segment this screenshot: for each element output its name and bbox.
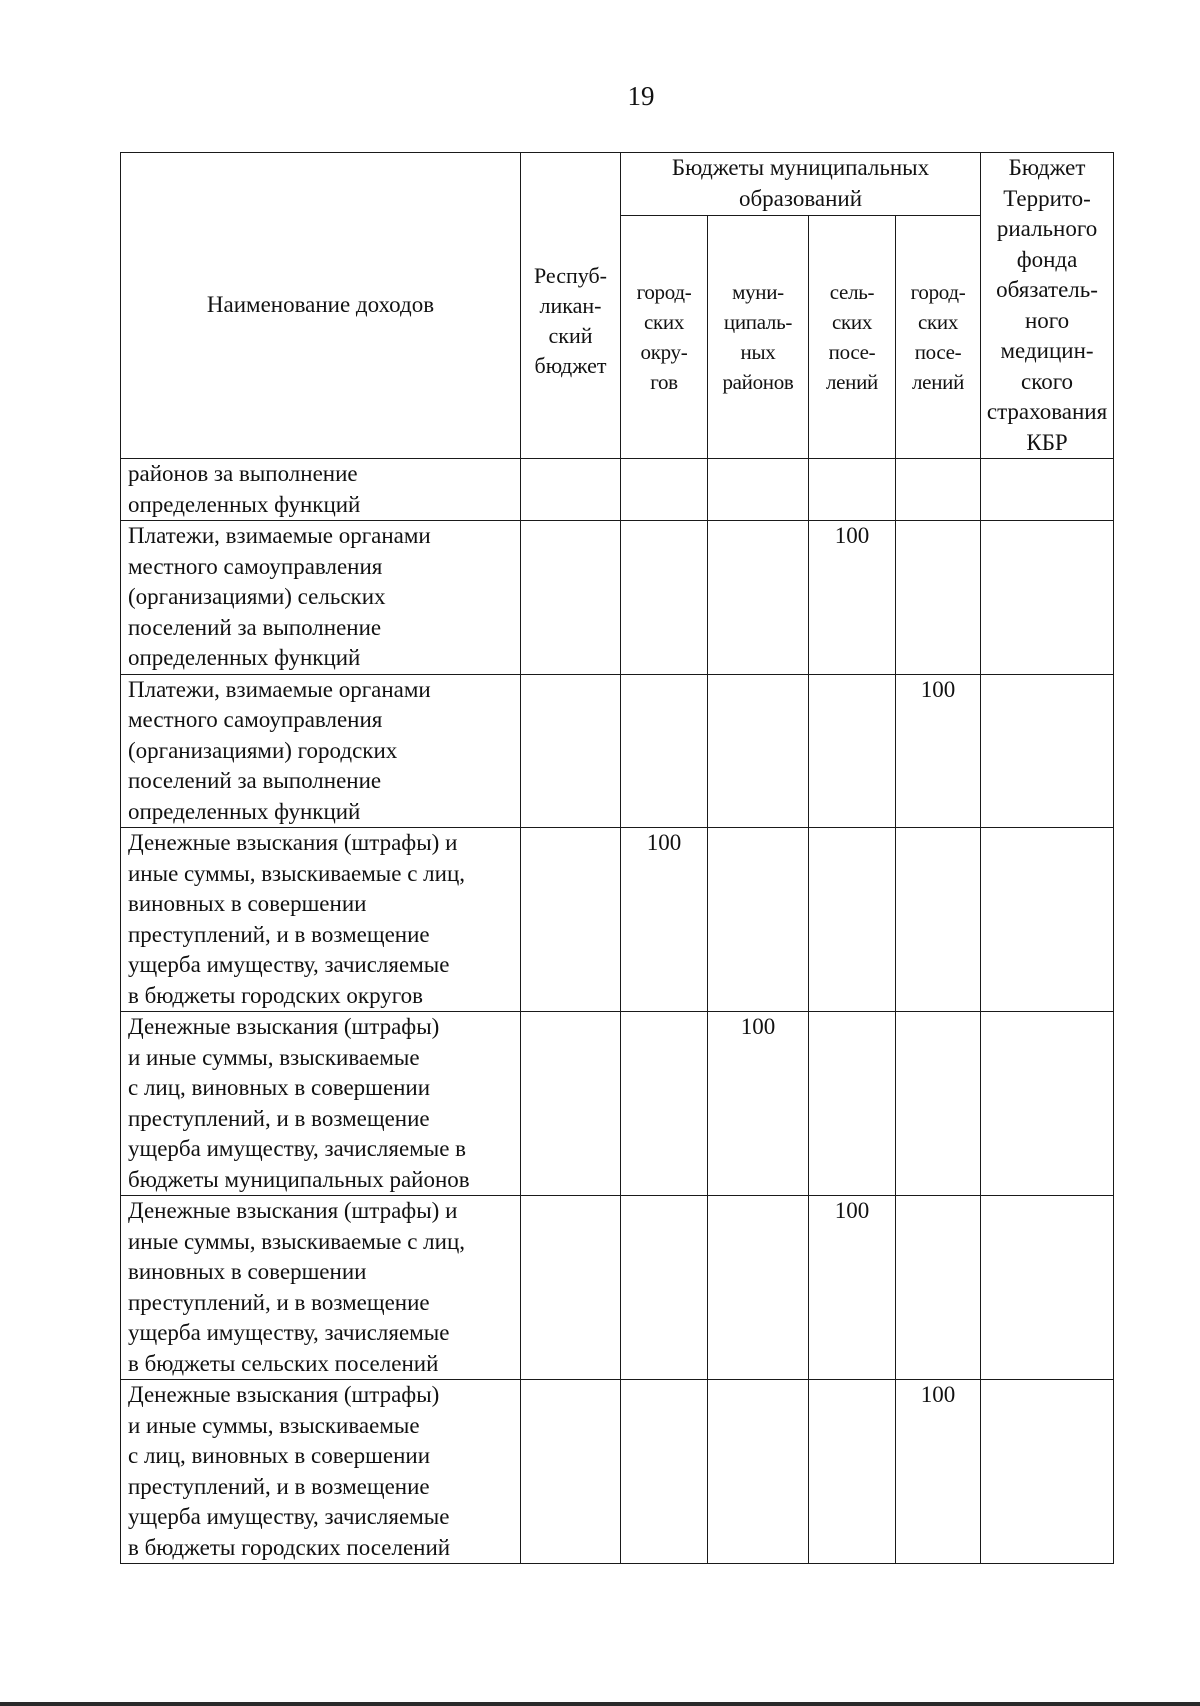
header-line: ципаль- bbox=[723, 310, 793, 334]
table-row bbox=[121, 1012, 1114, 1196]
header-line: ского bbox=[1020, 368, 1074, 394]
header-line: ного bbox=[1024, 307, 1070, 333]
territorial-fund-value bbox=[981, 828, 1114, 1012]
income-name-line: преступлений, и в возмещение bbox=[128, 1289, 430, 1315]
municipal-districts-value bbox=[708, 1196, 809, 1380]
income-name-line: в бюджеты городских поселений bbox=[128, 1534, 451, 1560]
territorial-fund-value bbox=[981, 521, 1114, 675]
republic-budget-value bbox=[521, 1012, 621, 1196]
urban-settlements-value: 100 bbox=[896, 674, 981, 828]
table-row bbox=[121, 1380, 1114, 1564]
revenue-distribution-table bbox=[120, 152, 1114, 1564]
header-line: районов bbox=[722, 370, 794, 394]
income-name-line: виновных в совершении bbox=[128, 891, 367, 916]
city-districts-value bbox=[621, 459, 708, 521]
header-rural-settlements bbox=[809, 216, 896, 459]
income-name-line: ущерба имуществу, зачисляемые bbox=[128, 1320, 450, 1345]
header-line: окру- bbox=[640, 340, 688, 364]
header-income-name bbox=[121, 153, 521, 459]
income-name-line: Денежные взыскания (штрафы) bbox=[128, 1014, 440, 1039]
income-name-line: Денежные взыскания (штрафы) и bbox=[128, 1198, 458, 1223]
header-income-name-label: Наименование доходов bbox=[206, 292, 435, 318]
header-republic-budget bbox=[521, 153, 621, 459]
rural-settlements-value bbox=[809, 459, 896, 521]
income-name-line: Платежи, взимаемые органами bbox=[128, 523, 431, 548]
income-name-line: поселений за выполнение bbox=[128, 614, 382, 640]
header-row-top bbox=[121, 153, 1114, 216]
header-line: муни- bbox=[732, 280, 784, 304]
republic-budget-value bbox=[521, 828, 621, 1012]
territorial-fund-value bbox=[981, 1196, 1114, 1380]
header-line: Террито- bbox=[1003, 185, 1091, 211]
header-urban-settlements bbox=[896, 216, 981, 459]
income-name-cell bbox=[121, 1380, 521, 1564]
header-municipal-districts bbox=[708, 216, 809, 459]
income-name-line: (организациями) сельских bbox=[128, 584, 386, 609]
rural-settlements-value bbox=[809, 828, 896, 1012]
urban-settlements-value bbox=[896, 1012, 981, 1196]
header-line: ский bbox=[548, 322, 593, 348]
header-line: лений bbox=[825, 370, 878, 394]
page-number: 19 bbox=[627, 81, 655, 111]
income-name-line: определенных функций bbox=[128, 645, 361, 670]
header-city-districts bbox=[621, 216, 708, 459]
header-line: ских bbox=[643, 310, 685, 334]
city-districts-value bbox=[621, 674, 708, 828]
municipal-districts-value bbox=[708, 459, 809, 521]
header-line: Респуб- bbox=[533, 262, 608, 288]
header-line: ских bbox=[917, 310, 959, 334]
header-line: сель- bbox=[829, 280, 875, 304]
urban-settlements-value bbox=[896, 521, 981, 675]
urban-settlements-value: 100 bbox=[896, 1380, 981, 1564]
republic-budget-value bbox=[521, 521, 621, 675]
income-name-cell bbox=[121, 828, 521, 1012]
income-name-line: с лиц, виновных в совершении bbox=[128, 1075, 430, 1100]
header-line: посе- bbox=[828, 340, 876, 364]
republic-budget-value bbox=[521, 1380, 621, 1564]
header-line: фонда bbox=[1016, 246, 1078, 272]
income-name-line: ущерба имуществу, зачисляемые bbox=[128, 1504, 450, 1529]
income-name-line: преступлений, и в возмещение bbox=[128, 1473, 430, 1499]
municipal-districts-value bbox=[708, 674, 809, 828]
city-districts-value bbox=[621, 521, 708, 675]
republic-budget-value bbox=[521, 1196, 621, 1380]
table-row bbox=[121, 674, 1114, 828]
header-territorial-fund bbox=[981, 153, 1114, 459]
income-name-line: Денежные взыскания (штрафы) bbox=[128, 1382, 440, 1407]
rural-settlements-value: 100 bbox=[809, 521, 896, 675]
income-name-line: и иные суммы, взыскиваемые bbox=[128, 1412, 420, 1438]
table-row bbox=[121, 459, 1114, 521]
republic-budget-value bbox=[521, 459, 621, 521]
city-districts-value bbox=[621, 1196, 708, 1380]
income-name-line: (организациями) городских bbox=[128, 737, 398, 763]
header-line: страхования bbox=[986, 399, 1108, 424]
header-line: медицин- bbox=[1000, 338, 1094, 363]
income-name-line: поселений за выполнение bbox=[128, 768, 382, 793]
header-line: КБР bbox=[1026, 429, 1068, 455]
income-name-line: иные суммы, взыскиваемые с лиц, bbox=[128, 860, 466, 886]
income-name-line: местного самоуправления bbox=[128, 707, 383, 732]
rural-settlements-value bbox=[809, 674, 896, 828]
income-name-cell bbox=[121, 521, 521, 675]
header-line: обязатель- bbox=[996, 277, 1098, 302]
income-name-line: ущерба имуществу, зачисляемые в bbox=[128, 1136, 467, 1161]
header-line: город- bbox=[910, 280, 966, 304]
income-name-cell bbox=[121, 1196, 521, 1380]
header-line: риального bbox=[996, 216, 1098, 241]
header-line: Бюджеты муниципальных bbox=[671, 155, 930, 180]
rural-settlements-value bbox=[809, 1380, 896, 1564]
income-name-line: ущерба имуществу, зачисляемые bbox=[128, 952, 450, 977]
income-name-cell bbox=[121, 1012, 521, 1196]
municipal-districts-value bbox=[708, 1380, 809, 1564]
table-row bbox=[121, 828, 1114, 1012]
header-line: Бюджет bbox=[1008, 155, 1086, 180]
income-name-line: районов за выполнение bbox=[128, 461, 358, 486]
income-name-line: преступлений, и в возмещение bbox=[128, 921, 430, 947]
urban-settlements-value bbox=[896, 459, 981, 521]
income-name-line: бюджеты муниципальных районов bbox=[128, 1166, 470, 1192]
scan-bottom-edge bbox=[0, 1702, 1200, 1706]
income-name-line: Денежные взыскания (штрафы) и bbox=[128, 830, 458, 855]
rural-settlements-value: 100 bbox=[809, 1196, 896, 1380]
municipal-districts-value bbox=[708, 521, 809, 675]
header-line: посе- bbox=[914, 340, 962, 364]
income-name-line: иные суммы, взыскиваемые с лиц, bbox=[128, 1228, 466, 1254]
territorial-fund-value bbox=[981, 1380, 1114, 1564]
header-line: лений bbox=[912, 370, 965, 394]
territorial-fund-value bbox=[981, 459, 1114, 521]
income-name-line: определенных функций bbox=[128, 798, 361, 824]
income-name-line: местного самоуправления bbox=[128, 553, 383, 579]
municipal-districts-value bbox=[708, 828, 809, 1012]
income-name-cell bbox=[121, 674, 521, 828]
income-name-line: и иные суммы, взыскиваемые bbox=[128, 1044, 420, 1070]
income-name-line: определенных функций bbox=[128, 491, 361, 517]
income-name-line: в бюджеты сельских поселений bbox=[128, 1350, 439, 1376]
territorial-fund-value bbox=[981, 1012, 1114, 1196]
income-name-cell bbox=[121, 459, 521, 521]
income-name-line: Платежи, взимаемые органами bbox=[128, 676, 431, 702]
header-municipal-budgets bbox=[621, 153, 981, 216]
rural-settlements-value bbox=[809, 1012, 896, 1196]
city-districts-value bbox=[621, 1380, 708, 1564]
header-line: образований bbox=[738, 185, 863, 211]
income-name-line: с лиц, виновных в совершении bbox=[128, 1443, 430, 1468]
header-line: ликан- bbox=[539, 292, 602, 318]
city-districts-value: 100 bbox=[621, 828, 708, 1012]
header-line: бюджет bbox=[534, 352, 607, 378]
city-districts-value bbox=[621, 1012, 708, 1196]
income-name-line: в бюджеты городских округов bbox=[128, 982, 424, 1008]
municipal-districts-value: 100 bbox=[708, 1012, 809, 1196]
territorial-fund-value bbox=[981, 674, 1114, 828]
table-row bbox=[121, 1196, 1114, 1380]
header-line: город- bbox=[636, 280, 692, 304]
income-name-line: преступлений, и в возмещение bbox=[128, 1105, 430, 1131]
header-line: ных bbox=[740, 340, 776, 364]
urban-settlements-value bbox=[896, 1196, 981, 1380]
republic-budget-value bbox=[521, 674, 621, 828]
header-line: гов bbox=[650, 370, 678, 394]
header-line: ских bbox=[831, 310, 873, 334]
income-name-line: виновных в совершении bbox=[128, 1259, 367, 1284]
urban-settlements-value bbox=[896, 828, 981, 1012]
table-row bbox=[121, 521, 1114, 675]
